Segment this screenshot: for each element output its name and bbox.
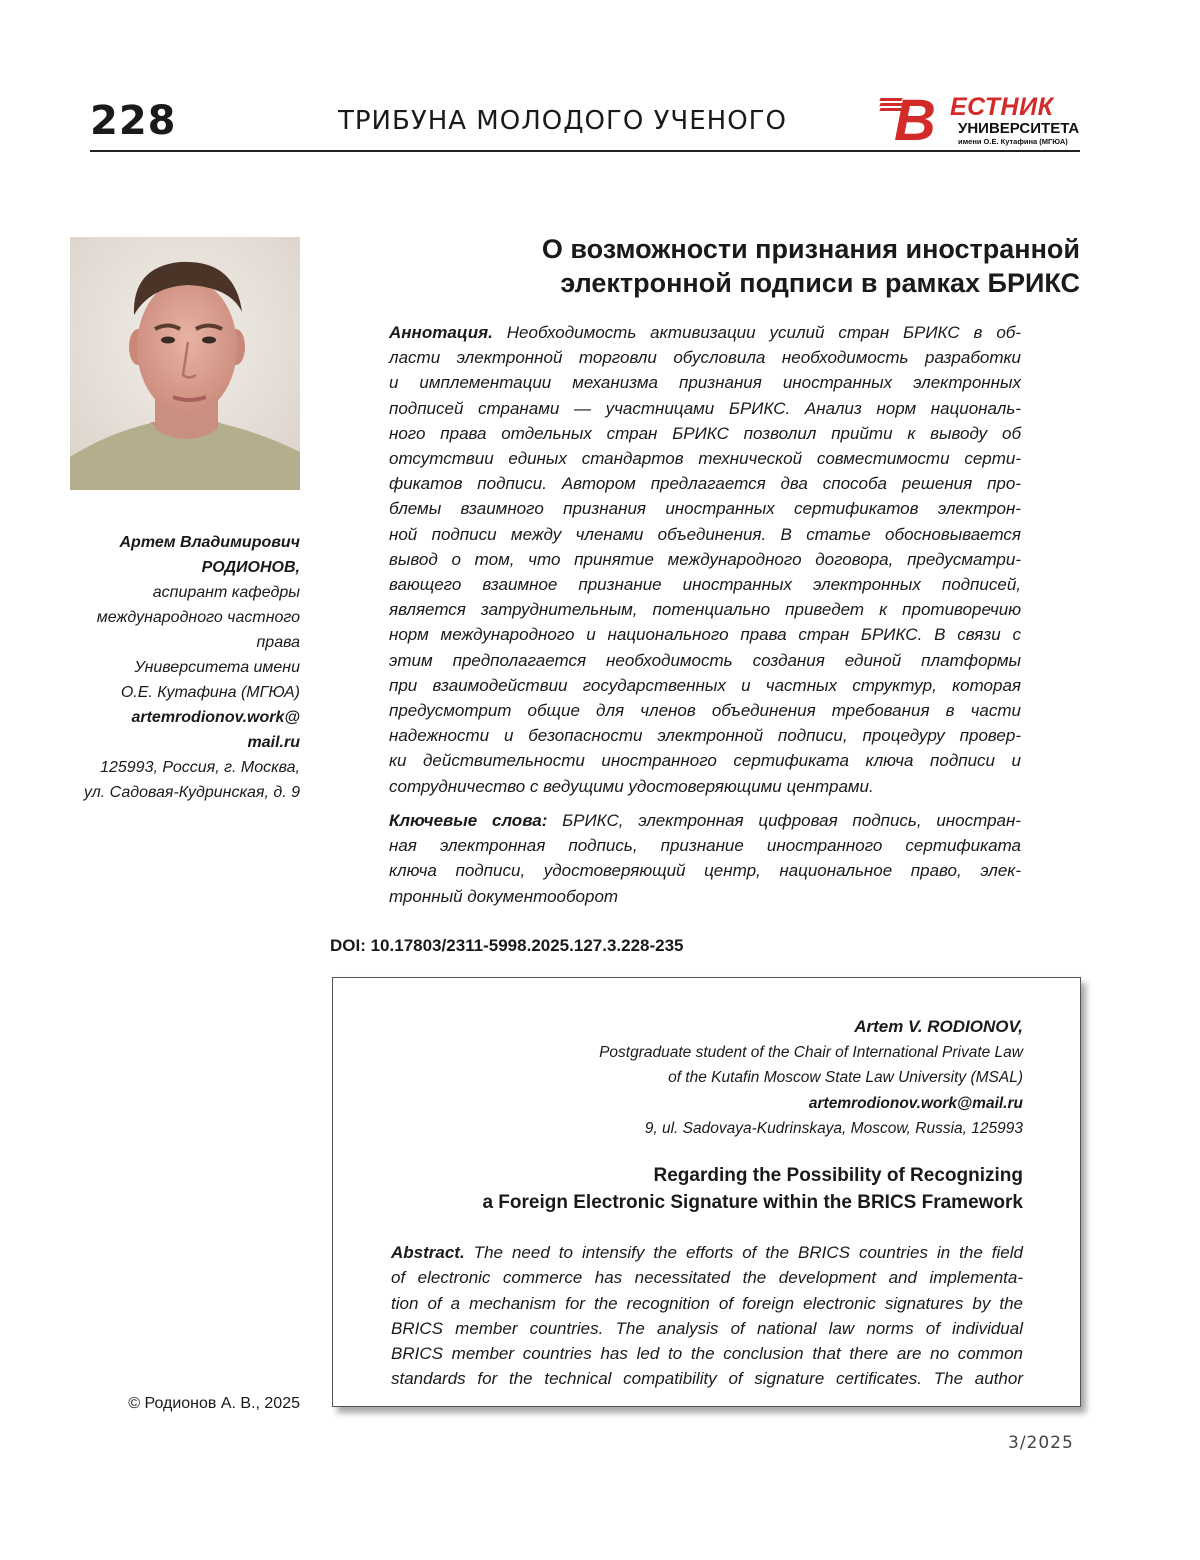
text-line: tion of a mechanism for the recognition of foreign electronic signatures by the: [391, 1293, 1023, 1313]
english-summary-box: [332, 977, 1081, 1407]
copyright: © Родионов А. В., 2025: [128, 1395, 300, 1412]
journal-logo: [880, 88, 1080, 153]
text-line: ного права отдельных стран БРИКС позволил прийти к выводу об: [389, 423, 1021, 443]
abstract-ru: [389, 320, 1021, 799]
text-line: BRICS member countries. The analysis of national law norms of individual: [391, 1318, 1023, 1338]
author-affiliation-line: права: [256, 634, 300, 651]
author-email-en[interactable]: artemrodionov.work@mail.ru: [808, 1094, 1023, 1112]
text-line: ки действительности иностранного сертификата ключа подписи и: [389, 751, 1021, 771]
text-line: предусмотрит общие для членов объединения требования в части: [389, 701, 1021, 721]
author-name-line2: РОДИОНОВ,: [201, 559, 300, 576]
text-line: [391, 1240, 1023, 1265]
text-line: сотрудничество с ведущими удостоверяющими центрами.: [389, 776, 874, 796]
article-title-ru: [380, 232, 1080, 300]
author-address-line: ул. Садовая-Кудринская, д. 9: [83, 784, 300, 801]
article-title-en: [482, 1162, 1023, 1216]
title-en-line1: Regarding the Possibility of Recognizing: [653, 1165, 1023, 1186]
text-line-body: БРИКС, электронная цифровая подпись, иностран-: [547, 811, 1021, 830]
author-university-en: of the Kutafin Moscow State Law University (MSAL): [668, 1069, 1023, 1086]
author-info-ru: [60, 530, 300, 805]
text-line: отсутствии единых стандартов технической совместимости серти-: [389, 449, 1021, 469]
text-line: при взаимодействии государственных и частных структур, которая: [389, 675, 1021, 695]
section-title: ТРИБУНА МОЛОДОГО УЧЕНОГО: [338, 106, 788, 136]
logo-word: ЕСТНИК: [950, 93, 1054, 121]
author-name-line1: Артем Владимирович: [119, 534, 300, 551]
text-line: ной подписи между членами объединения. В статье обосновывается: [389, 524, 1021, 544]
text-line: ласти электронной торговли обусловила необходимость разработки: [389, 348, 1021, 368]
text-line-body: The need to intensify the efforts of the BRICS countries in the field: [464, 1243, 1023, 1262]
title-en-line2: a Foreign Electronic Signature within the BRICS Framework: [482, 1192, 1023, 1213]
portrait-image: [70, 237, 300, 490]
text-line: блемы взаимного признания иностранных сертификатов электрон-: [389, 499, 1021, 519]
author-affiliation-line: аспирант кафедры: [152, 584, 300, 601]
logo-subtitle: имени О.Е. Кутафина (МГЮА): [958, 137, 1068, 146]
text-line: тронный документооборот: [389, 886, 619, 906]
author-email-line2[interactable]: mail.ru: [247, 734, 300, 751]
author-address-en: 9, ul. Sadovaya-Kudrinskaya, Moscow, Russia, 125993: [644, 1120, 1023, 1137]
abstract-en: [391, 1240, 1023, 1392]
page-number: 228: [90, 98, 177, 144]
text-line: BRICS member countries has led to the conclusion that there are no common: [391, 1344, 1023, 1364]
section-label: Ключевые слова:: [389, 811, 548, 830]
logo-letter: В: [894, 88, 936, 153]
text-line: подписей странами — участницами БРИКС. Анализ норм националь-: [389, 398, 1021, 418]
text-line: [389, 320, 1021, 345]
text-line: норм международного и национального права стран БРИКС. В связи с: [389, 625, 1021, 645]
text-line: вающего взаимное признание иностранных электронных подписей,: [389, 575, 1021, 595]
text-line-body: Необходимость активизации усилий стран БРИКС в об-: [492, 323, 1021, 342]
author-name-en: Artem V. RODIONOV,: [854, 1017, 1023, 1036]
text-line: этим предполагается необходимость создания единой платформы: [389, 650, 1021, 670]
text-line: вывод о том, что принятие международного договора, предусматри-: [389, 549, 1021, 569]
text-line: standards for the technical compatibility of signature certificates. The author: [391, 1369, 1023, 1389]
text-line: of electronic commerce has necessitated the development and implementa-: [391, 1268, 1023, 1288]
text-line: ная электронная подпись, признание иностранного сертификата: [389, 836, 1021, 856]
author-position-en: Postgraduate student of the Chair of International Private Law: [599, 1043, 1023, 1061]
text-line: является затруднительным, потенциально приведет к противоречию: [389, 600, 1021, 620]
author-affiliation-line: Университета имени: [134, 659, 300, 676]
text-line: ключа подписи, удостоверяющий центр, национальное право, элек-: [389, 861, 1021, 881]
doi[interactable]: DOI: 10.17803/2311-5998.2025.127.3.228-235: [330, 936, 684, 955]
section-label: Abstract.: [391, 1243, 465, 1262]
section-label: Аннотация.: [389, 323, 493, 342]
text-line: [389, 808, 1021, 833]
author-info-en: [599, 1014, 1023, 1142]
author-affiliation-line: О.Е. Кутафина (МГЮА): [120, 684, 300, 701]
title-line2: электронной подписи в рамках БРИКС: [560, 268, 1080, 298]
author-email-line1[interactable]: artemrodionov.work@: [131, 709, 300, 726]
text-line: надежности и безопасности электронной подписи, процедуру провер-: [389, 726, 1021, 746]
logo-university: УНИВЕРСИТЕТА: [958, 120, 1080, 137]
text-line: и имплементации механизма признания иностранных электронных: [389, 373, 1021, 393]
issue-number: 3/2025: [1008, 1433, 1074, 1453]
author-address-line: 125993, Россия, г. Москва,: [100, 759, 300, 776]
author-affiliation-line: международного частного: [96, 609, 300, 626]
text-line: фикатов подписи. Автором предлагается два способа решения про-: [389, 474, 1021, 494]
title-line1: О возможности признания иностранной: [541, 234, 1080, 264]
author-photo: [70, 237, 300, 490]
keywords-ru: [389, 808, 1021, 909]
